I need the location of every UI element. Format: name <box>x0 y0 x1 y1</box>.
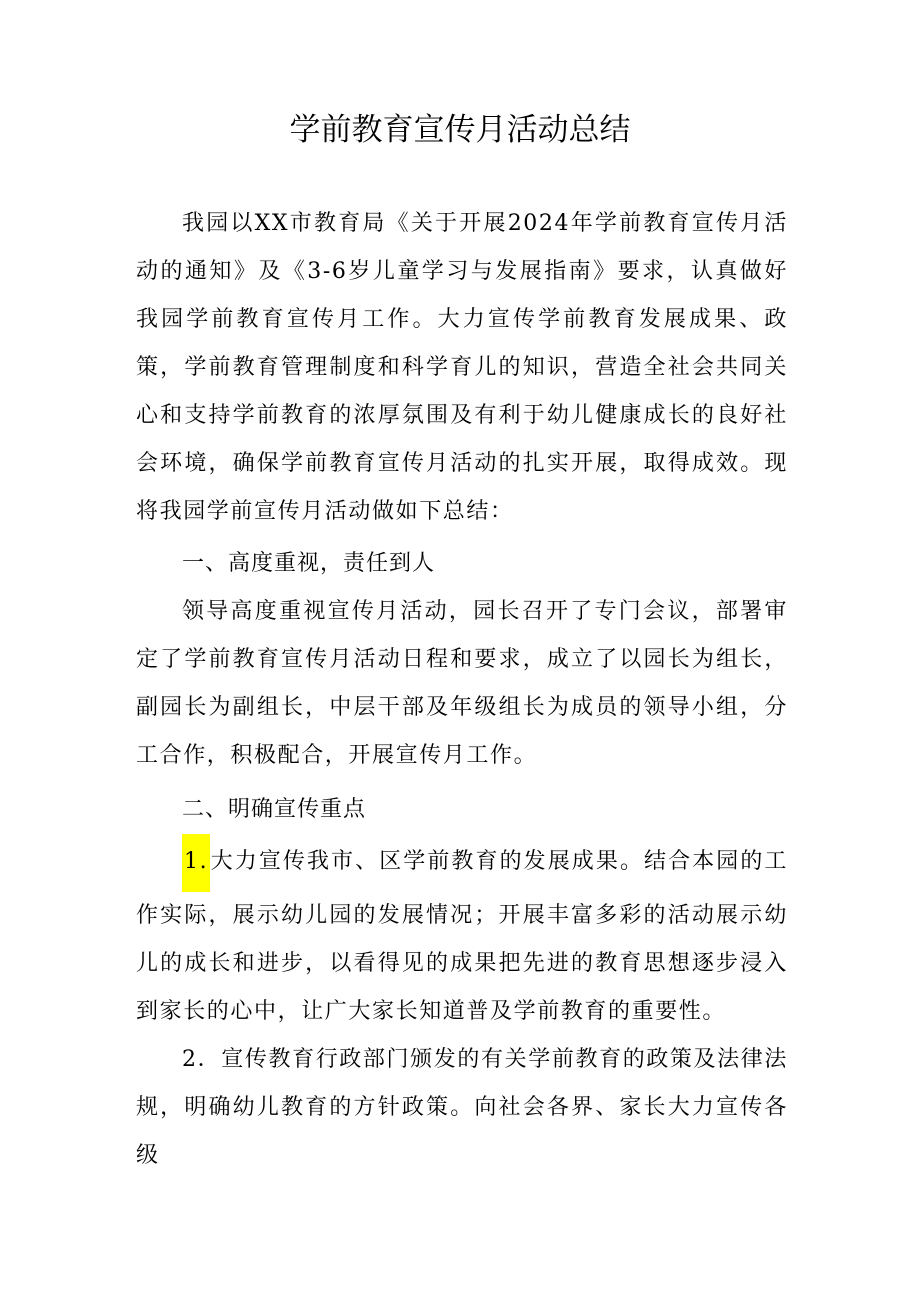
section-2-item-2: 2．宣传教育行政部门颁发的有关学前教育的政策及法律法规，明确幼儿教育的方针政策。向社会各界、家长大力宣传各级 <box>136 1047 788 1168</box>
document-title: 学前教育宣传月活动总结 <box>289 112 631 148</box>
intro-paragraph: 我园以XX市教育局《关于开展2024年学前教育宣传月活动的通知》及《3-6岁儿童学习与发展指南》要求，认真做好我园学前教育宣传月工作。大力宣传学前教育发展成果、政策，学前教育管理制度和科学育儿的知识，营造全社会共同关心和支持学前教育的浓厚氛围及有利于幼儿健康成长的良好社会环境，确保学前教育宣传月活动的扎实开展，取得成效。现将我园学前宣传月活动做如下总结： <box>136 211 788 524</box>
section-heading-2: 二、明确宣传重点 <box>182 797 367 822</box>
section-heading-1: 一、高度重视，责任到人 <box>182 551 436 576</box>
highlighted-item-number: 1. <box>182 834 210 892</box>
section-2-item-1 <box>136 834 788 1036</box>
section-1-paragraph: 领导高度重视宣传月活动，园长召开了专门会议，部署审定了学前教育宣传月活动日程和要求，成立了以园长为组长，副园长为副组长，中层干部及年级组长为成员的领导小组，分工合作，积极配合，开展宣传月工作。 <box>136 599 788 768</box>
section-2-item-1-text: 大力宣传我市、区学前教育的发展成果。结合本园的工作实际，展示幼儿园的发展情况；开展丰富多彩的活动展示幼儿的成长和进步，以看得见的成果把先进的教育思想逐步浸入到家长的心中，让广大家长知道普及学前教育的重要性。 <box>136 849 788 1024</box>
document-body <box>136 200 788 1180</box>
